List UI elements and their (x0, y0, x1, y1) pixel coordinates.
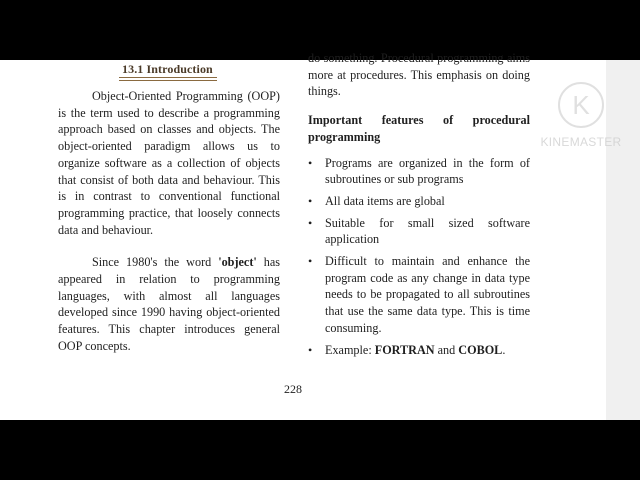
list-item-example (308, 342, 530, 359)
example-cobol: COBOL (458, 342, 503, 357)
heading-underline-second (119, 80, 217, 81)
continued-paragraph: do something. Procedural programming aims more at procedures. This emphasis on doing things. (308, 51, 530, 99)
list-item (308, 253, 530, 337)
left-column (58, 88, 280, 355)
intro-paragraph: Object-Oriented Programming (OOP) is the term used to describe a programming approach based on classes and objects. The object-oriented paradigm allows us to organize software as a collection of objects that consist of both data and behaviour. This is in contrast to conventional functional programming practice, that loosely connects data and behaviour. (58, 89, 280, 237)
history-paragraph (58, 254, 280, 354)
features-list (308, 155, 530, 359)
right-column (308, 50, 530, 363)
object-term: 'object' (218, 255, 257, 270)
features-heading: Important features of procedural programming (308, 113, 530, 144)
list-item (308, 215, 530, 248)
section-heading: 13.1 Introduction (122, 62, 213, 76)
list-item-text: Suitable for small sized software application (325, 215, 530, 247)
heading-underline (119, 77, 217, 78)
document-page (0, 51, 606, 420)
example-and: and (434, 342, 459, 357)
page-number: 228 (284, 382, 302, 396)
example-label: Example: (325, 342, 375, 357)
list-item-text: Programs are organized in the form of subroutines or sub programs (325, 155, 530, 187)
watermark-letter: K (572, 90, 590, 120)
bullet-icon: • (308, 215, 313, 230)
list-item-text: Difficult to maintain and enhance the program code as any change in data type needs to be propagated to all subroutines that use the same data type. This is time consuming. (325, 254, 530, 335)
watermark-text: KINEMASTER (540, 135, 622, 149)
example-fortran: FORTRAN (374, 342, 435, 357)
bullet-icon: • (308, 193, 313, 208)
list-item (308, 155, 530, 188)
history-paragraph-rest: has appeared in relation to programming languages, with almost all languages developed since 1990 having object-oriented features. This chapter introduces general OOP concepts. (58, 255, 281, 353)
list-item-text: All data items are global (325, 193, 445, 208)
bullet-icon: • (308, 155, 313, 170)
example-period: . (502, 342, 506, 357)
list-item (308, 193, 530, 210)
history-paragraph-start: Since 1980's the word (92, 255, 219, 270)
bullet-icon: • (308, 254, 313, 269)
kinemaster-watermark (536, 78, 626, 154)
kinemaster-logo-icon (536, 78, 626, 138)
bullet-icon: • (308, 342, 313, 357)
